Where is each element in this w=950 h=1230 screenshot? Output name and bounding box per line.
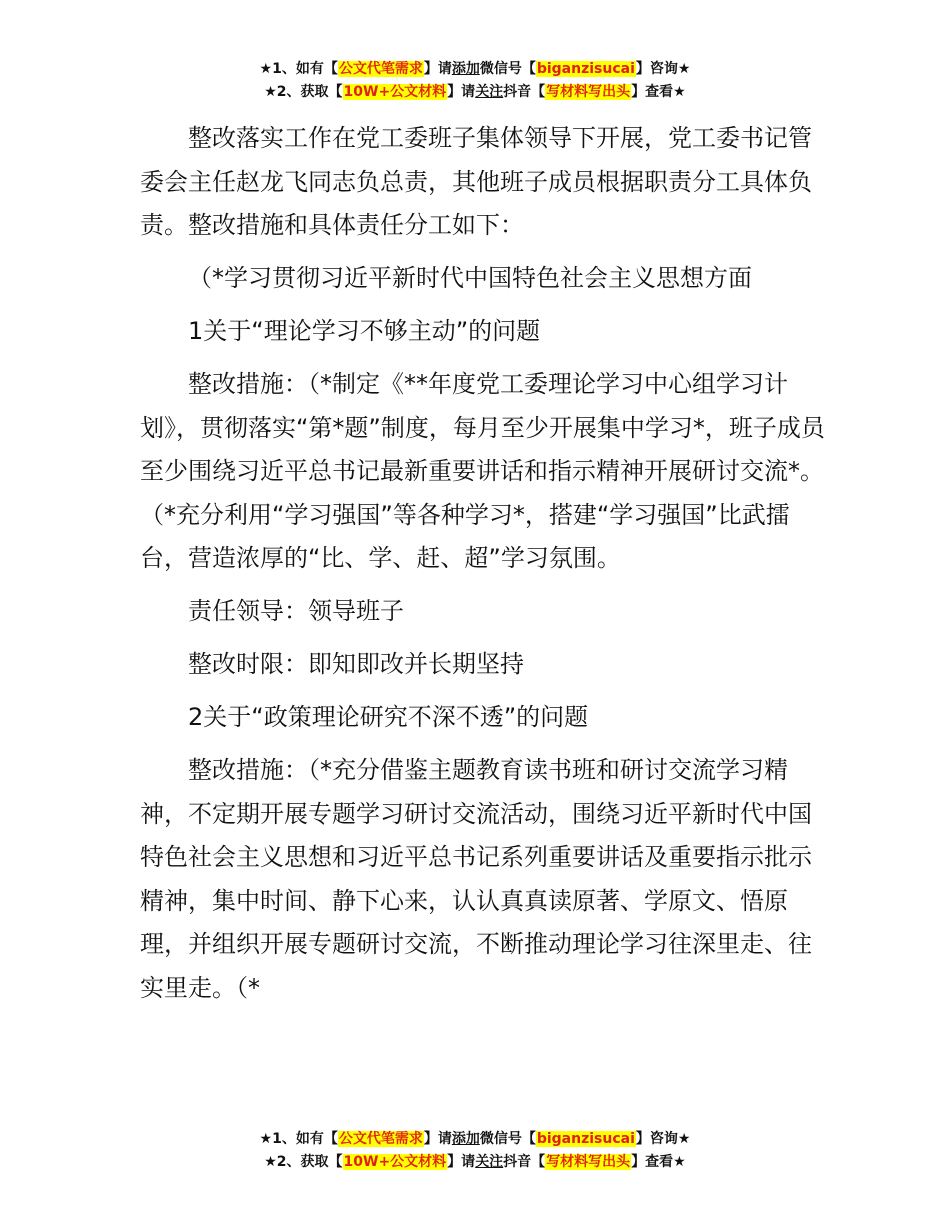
banner-text: 微信号【 xyxy=(479,1131,536,1147)
header-banner xyxy=(0,58,950,104)
paragraph-measures-1: 整改措施：（*制定《**年度党工委理论学习中心组学习计划》，贯彻落实“第*题”制度，每月至少开展集中学习*，班子成员至少围绕习近平总书记最新重要讲话和指示精神开展研讨交流*。（*充分利用“学习强国”等各种学习*，搭建“学习强国”比武擂台，营造浓厚的“比、学、赶、超”学习氛围。 xyxy=(140,370,825,572)
banner-line-1 xyxy=(0,1128,950,1151)
highlight-wechat-id: biganzisucai xyxy=(536,1131,635,1147)
banner-emphasis: 关注 xyxy=(475,84,504,100)
highlight-materials: 10W+公文材料 xyxy=(343,84,447,100)
banner-emphasis: 添加 xyxy=(451,1131,480,1147)
banner-line-2 xyxy=(0,81,950,104)
document-body xyxy=(140,117,830,1020)
banner-emphasis: 关注 xyxy=(475,1154,504,1170)
issue-heading-1: 1关于“理论学习不够主动”的问题 xyxy=(188,317,541,345)
banner-line-1 xyxy=(0,58,950,81)
highlight-douyin: 写材料写出头 xyxy=(546,84,631,100)
banner-text: 】咨询★ xyxy=(635,61,691,77)
banner-text: 】咨询★ xyxy=(635,1131,691,1147)
banner-text: 】请 xyxy=(423,1131,452,1147)
paragraph-measures-2: 整改措施：（*充分借鉴主题教育读书班和研讨交流学习精神，不定期开展专题学习研讨交流活动，围绕习近平新时代中国特色社会主义思想和习近平总书记系列重要讲话及重要指示批示精神，集中时间、静下心来，认认真真读原著、学原文、悟原理，并组织开展专题研讨交流，不断推动理论学习往深里走、往实里走。（* xyxy=(140,756,812,1002)
highlight-ghostwriting: 公文代笔需求 xyxy=(338,61,423,77)
highlight-materials: 10W+公文材料 xyxy=(343,1154,447,1170)
banner-text: ★1、如有【 xyxy=(259,1131,338,1147)
paragraph-deadline: 整改时限：即知即改并长期坚持 xyxy=(188,650,524,678)
highlight-ghostwriting: 公文代笔需求 xyxy=(338,1131,423,1147)
banner-text: 】请 xyxy=(447,1154,476,1170)
banner-text: 微信号【 xyxy=(479,61,536,77)
highlight-wechat-id: biganzisucai xyxy=(536,61,635,77)
banner-text: 】请 xyxy=(447,84,476,100)
paragraph-intro: 整改落实工作在党工委班子集体领导下开展，党工委书记管委会主任赵龙飞同志负总责，其他班子成员根据职责分工具体负责。整改措施和具体责任分工如下： xyxy=(140,124,812,239)
footer-banner xyxy=(0,1128,950,1174)
paragraph-responsible-leader: 责任领导：领导班子 xyxy=(188,597,404,625)
banner-text: 抖音【 xyxy=(503,1154,546,1170)
highlight-douyin: 写材料写出头 xyxy=(546,1154,631,1170)
banner-text: ★2、获取【 xyxy=(264,1154,343,1170)
banner-text: ★2、获取【 xyxy=(264,84,343,100)
banner-emphasis: 添加 xyxy=(451,61,480,77)
banner-line-2 xyxy=(0,1151,950,1174)
banner-text: 】查看★ xyxy=(631,1154,686,1170)
issue-heading-2: 2关于“政策理论研究不深不透”的问题 xyxy=(188,703,589,731)
banner-text: 】请 xyxy=(423,61,452,77)
banner-text: 】查看★ xyxy=(631,84,686,100)
banner-text: ★1、如有【 xyxy=(259,61,338,77)
section-heading: （*学习贯彻习近平新时代中国特色社会主义思想方面 xyxy=(188,264,752,292)
banner-text: 抖音【 xyxy=(503,84,546,100)
